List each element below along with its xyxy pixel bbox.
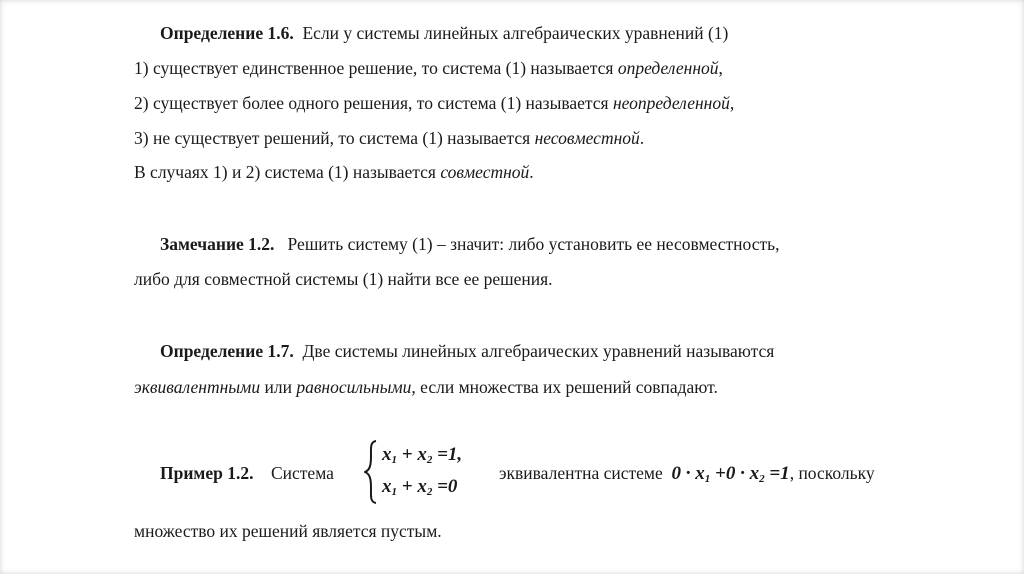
eq2-x1-sub: 1	[391, 486, 397, 498]
system-word: Система	[270, 463, 334, 483]
definition-1-7-text-2: , если множества их решений совпадают.	[411, 377, 718, 397]
definition-1-6-intro: Если у системы линейных алгебраических уравнений (1)	[302, 23, 729, 43]
equation-rhs: =1	[764, 463, 790, 484]
item-2-text: 2) существует более одного решения, то система (1) называется	[134, 93, 613, 113]
single-equation	[672, 463, 790, 484]
eq1-x1: x	[382, 444, 392, 465]
coef-0b: 0	[725, 463, 736, 484]
item-3-text: 3) не существует решений, то система (1) называется	[134, 128, 535, 148]
remark-1-2-text-2: либо для совместной системы (1) найти все ее решения.	[134, 269, 553, 289]
definition-1-6-item-3	[134, 127, 644, 149]
dot-0: ·	[681, 463, 696, 484]
eq1-plus: +	[397, 444, 418, 465]
because-text: , поскольку	[789, 463, 875, 483]
item-1-punct: ,	[718, 58, 723, 78]
eq1-rhs: =1,	[432, 444, 463, 465]
system-equation-1	[382, 444, 462, 466]
cases-punct: .	[529, 162, 534, 182]
definition-1-6-item-2	[134, 92, 734, 114]
item-2-punct: ,	[729, 93, 735, 113]
plus-sign: +	[710, 463, 726, 484]
definition-1-6-heading	[160, 22, 728, 44]
equiv-text: эквивалентна системе	[499, 463, 663, 483]
eq2-rhs: =0	[432, 476, 458, 497]
var-x1-sub: 1	[704, 473, 711, 485]
remark-1-2-text-1: Решить систему (1) – значит: либо установить ее несовместность,	[287, 234, 780, 254]
system-equation-2	[382, 476, 457, 498]
dot-1: ·	[735, 463, 750, 484]
example-1-2-line-2	[134, 520, 442, 542]
example-1-2-lead	[160, 462, 334, 484]
definition-1-6-title: Определение 1.6.	[160, 23, 294, 43]
cases-text: В случаях 1) и 2) система (1) называется	[134, 162, 441, 182]
empty-set-text: множество их решений является пустым.	[134, 521, 442, 541]
definition-1-7-text-1: Две системы линейных алгебраических уравнений называются	[302, 341, 775, 361]
cases-term: совместной	[440, 162, 530, 182]
definition-1-6-cases	[134, 161, 534, 183]
eq2-x2: x	[417, 476, 427, 497]
var-x1: x	[695, 463, 705, 484]
eq1-x2-sub: 2	[426, 454, 433, 466]
example-1-2-title: Пример 1.2.	[160, 463, 254, 483]
example-1-2-equivalence	[499, 462, 875, 490]
eq2-x1: x	[382, 476, 392, 497]
item-3-term: несовместной	[534, 128, 640, 148]
eq1-x2: x	[417, 444, 427, 465]
left-brace-icon	[364, 440, 378, 504]
item-1-term: определенной	[617, 58, 719, 78]
remark-1-2-title: Замечание 1.2.	[160, 234, 275, 254]
item-1-text: 1) существует единственное решение, то система (1) называется	[134, 58, 618, 78]
definition-1-7-line-2	[134, 376, 718, 398]
definition-1-7-title: Определение 1.7.	[160, 341, 294, 361]
remark-1-2-line-1	[160, 233, 779, 255]
item-2-term: неопределенной	[612, 93, 730, 113]
term-equipotent: равносильными	[296, 377, 412, 397]
or-text: или	[260, 377, 297, 397]
item-3-punct: .	[639, 128, 645, 148]
coef-0a: 0	[671, 463, 682, 484]
term-equivalent: эквивалентными	[134, 377, 261, 397]
definition-1-7-line-1	[160, 340, 774, 362]
eq1-x1-sub: 1	[391, 454, 397, 466]
remark-1-2-line-2	[134, 268, 553, 290]
var-x2-sub: 2	[759, 473, 765, 485]
var-x2: x	[749, 463, 760, 484]
eq2-x2-sub: 2	[426, 486, 433, 498]
definition-1-6-item-1	[134, 57, 723, 79]
eq2-plus: +	[397, 476, 418, 497]
